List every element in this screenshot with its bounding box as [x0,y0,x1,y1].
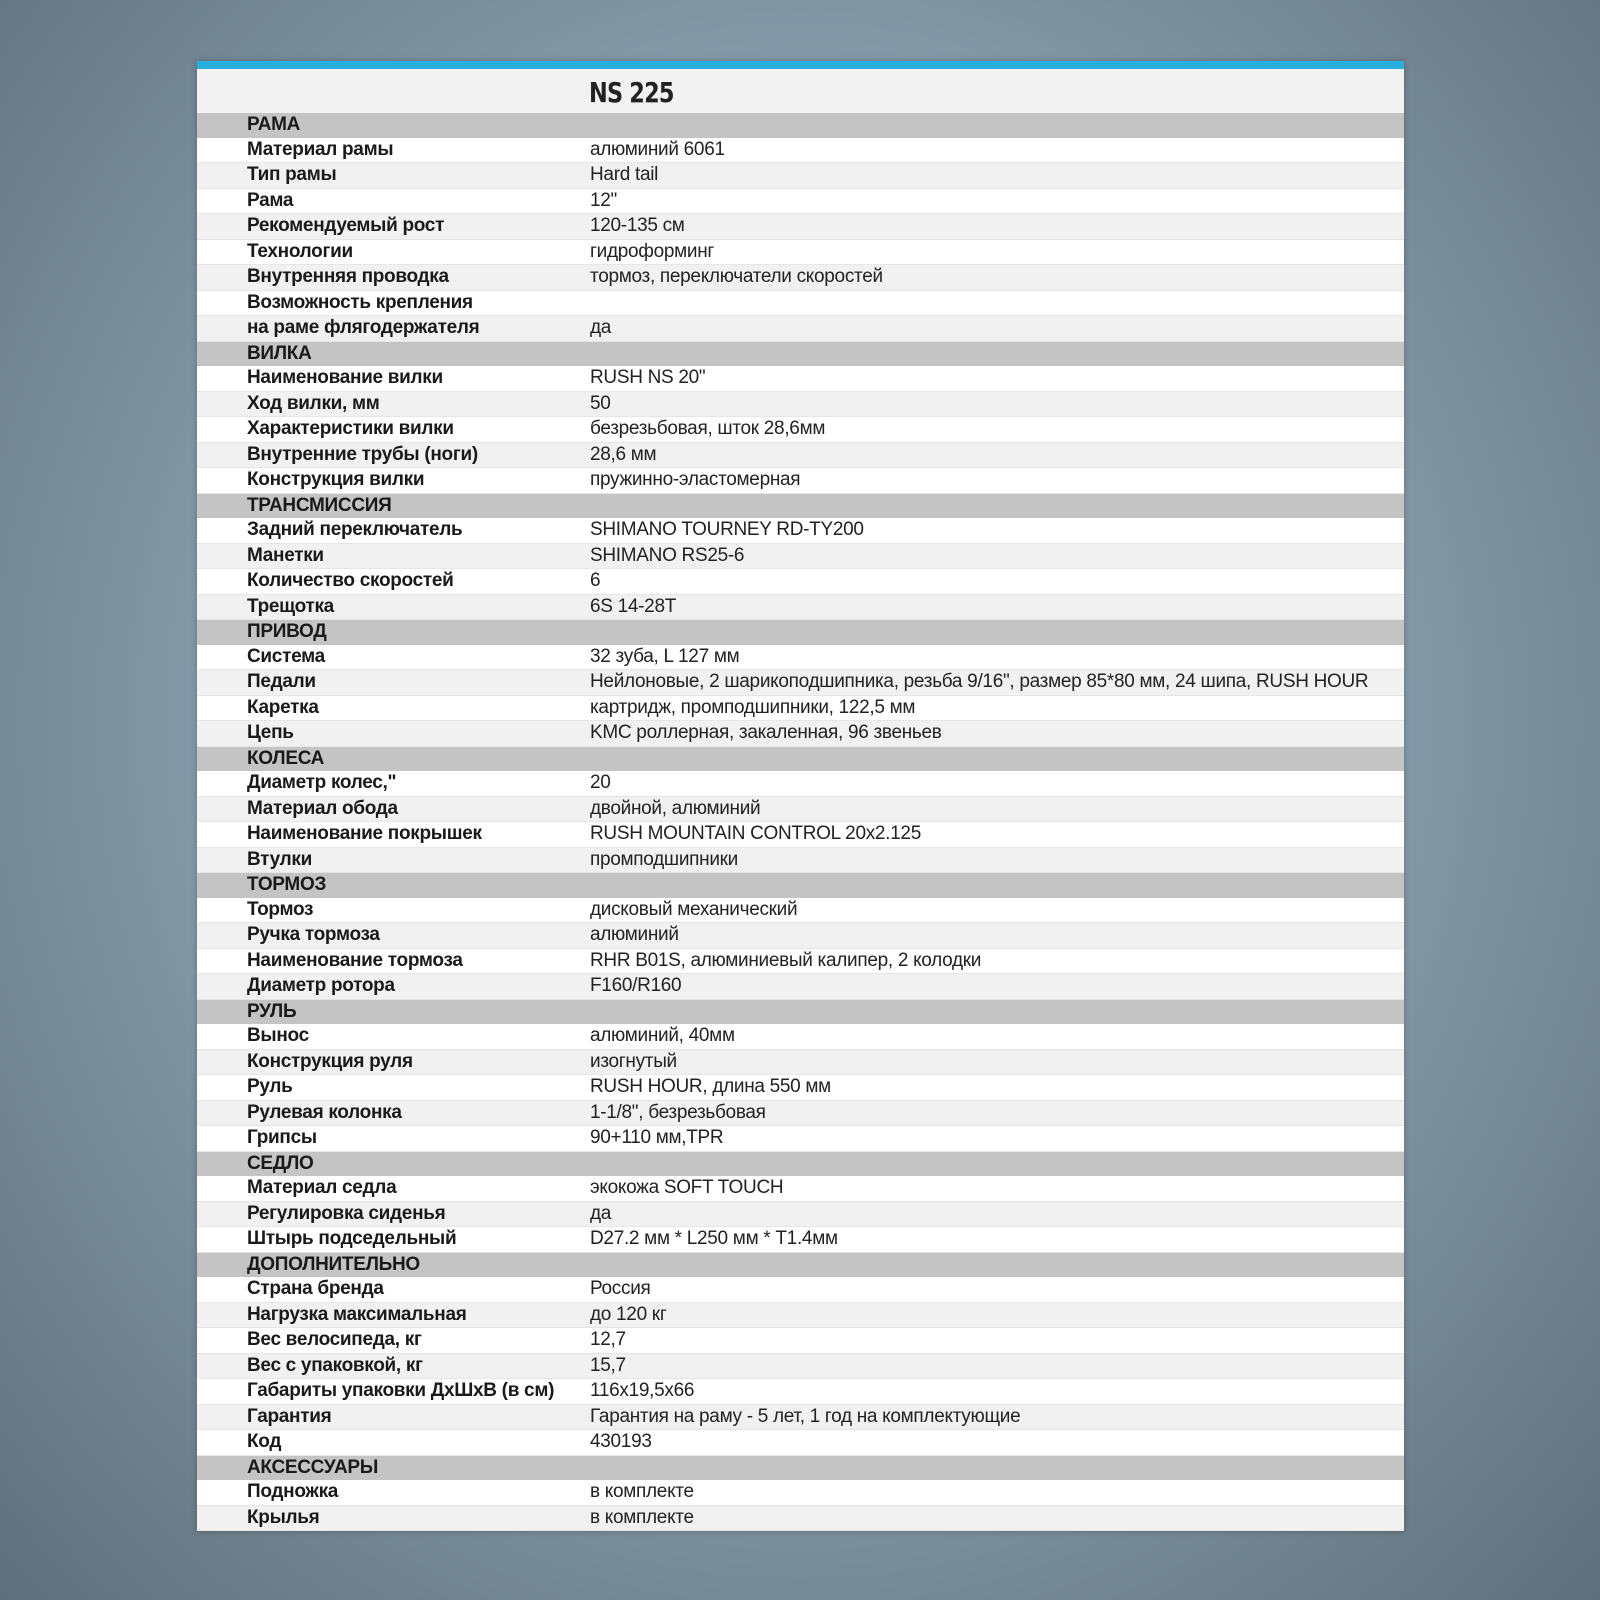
spec-row [197,1277,1404,1303]
section-header [197,1456,1404,1481]
spec-value: двойной, алюминий [590,797,761,819]
spec-value: D27.2 мм * L250 мм * T1.4мм [590,1228,838,1250]
spec-value: да [590,317,612,339]
section-header [197,113,1404,138]
model-title: NS 225 [589,76,674,109]
spec-value: изогнутый [590,1050,677,1072]
section-title: СЕДЛО [247,1152,314,1174]
spec-row [197,214,1404,240]
spec-row [197,974,1404,1000]
spec-label: Втулки [247,848,313,870]
spec-label: Технологии [247,240,353,262]
spec-row [197,848,1404,874]
spec-row [197,138,1404,164]
spec-label: Задний переключатель [247,519,463,541]
spec-value: 116x19,5x66 [590,1380,695,1402]
spec-row [197,1379,1404,1405]
spec-row [197,898,1404,924]
spec-value: SHIMANO RS25-6 [590,544,745,566]
spec-row [197,1176,1404,1202]
spec-row [197,265,1404,291]
spec-label: Диаметр колес," [247,772,397,794]
spec-label: Конструкция руля [247,1050,413,1072]
spec-label: Вынос [247,1025,309,1047]
section-header [197,1000,1404,1025]
spec-value: RUSH HOUR, длина 550 мм [590,1076,831,1098]
spec-row [197,240,1404,266]
spec-row [197,1024,1404,1050]
spec-row [197,696,1404,722]
spec-row [197,670,1404,696]
spec-label: Ход вилки, мм [247,392,380,414]
spec-row [197,518,1404,544]
spec-value: тормоз, переключатели скоростей [590,266,883,288]
spec-value: да [590,1202,612,1224]
spec-label: Рекомендуемый рост [247,215,445,237]
spec-table [197,113,1404,1531]
accent-bar [197,61,1404,69]
spec-value: алюминий 6061 [590,138,725,160]
spec-label: Рама [247,189,294,211]
section-title: РАМА [247,114,301,136]
spec-label: Штырь подседельный [247,1228,457,1250]
spec-label: Характеристики вилки [247,418,454,440]
spec-value: 20 [590,772,611,794]
spec-row [197,417,1404,443]
spec-row [197,1328,1404,1354]
spec-value: 32 зуба, L 127 мм [590,645,740,667]
spec-value: RHR B01S, алюминиевый калипер, 2 колодки [590,949,982,971]
spec-value: в комплекте [590,1481,694,1503]
spec-row [197,771,1404,797]
spec-row [197,316,1404,342]
spec-label: Тип рамы [247,164,337,186]
section-title: КОЛЕСА [247,747,325,769]
spec-label: Тормоз [247,898,314,920]
section-header [197,1253,1404,1278]
spec-label: Материал обода [247,797,398,819]
spec-row [197,189,1404,215]
spec-row [197,1506,1404,1532]
spec-header [197,69,1404,113]
spec-row [197,822,1404,848]
spec-label: Вес с упаковкой, кг [247,1354,423,1376]
spec-label: Нагрузка максимальная [247,1303,467,1325]
spec-label: Наименование тормоза [247,949,463,971]
spec-label: Каретка [247,696,319,718]
spec-label: Педали [247,671,316,693]
section-title: ПРИВОД [247,621,327,643]
spec-row [197,163,1404,189]
spec-label: Страна бренда [247,1278,384,1300]
spec-value: SHIMANO TOURNEY RD-TY200 [590,519,864,541]
spec-value: RUSH MOUNTAIN CONTROL 20x2.125 [590,823,921,845]
spec-row [197,1101,1404,1127]
spec-row [197,392,1404,418]
spec-value: безрезьбовая, шток 28,6мм [590,418,826,440]
spec-label: Манетки [247,544,324,566]
section-header [197,1152,1404,1177]
section-title: АКСЕССУАРЫ [247,1456,379,1478]
section-header [197,342,1404,367]
spec-row [197,443,1404,469]
spec-label: Внутренняя проводка [247,266,449,288]
spec-row [197,595,1404,621]
spec-row [197,291,1404,317]
spec-value: 1-1/8", безрезьбовая [590,1101,766,1123]
spec-value: RUSH NS 20" [590,367,706,389]
spec-value: Hard tail [590,164,659,186]
spec-label: Регулировка сиденья [247,1202,446,1224]
spec-value: алюминий, 40мм [590,1025,735,1047]
spec-label: Ручка тормоза [247,924,380,946]
spec-row [197,468,1404,494]
spec-label: Трещотка [247,595,334,617]
spec-row [197,949,1404,975]
spec-label: Конструкция вилки [247,469,425,491]
spec-row [197,1354,1404,1380]
spec-value: 430193 [590,1431,652,1453]
spec-label: Наименование покрышек [247,823,482,845]
spec-row [197,797,1404,823]
spec-label: Грипсы [247,1127,317,1149]
spec-value: Гарантия на раму - 5 лет, 1 год на комплектующие [590,1405,1021,1427]
section-header [197,620,1404,645]
spec-label: Диаметр ротора [247,975,395,997]
spec-label: Материал рамы [247,138,394,160]
section-title: РУЛЬ [247,1000,297,1022]
spec-row [197,721,1404,747]
section-title: ДОПОЛНИТЕЛЬНО [247,1253,420,1275]
spec-value: дисковый механический [590,898,798,920]
spec-value: 90+110 мм,TPR [590,1127,724,1149]
spec-value: до 120 кг [590,1303,667,1325]
section-title: ТОРМОЗ [247,874,327,896]
spec-row [197,1480,1404,1506]
spec-label: Подножка [247,1481,339,1503]
spec-row [197,569,1404,595]
spec-value: KMC роллерная, закаленная, 96 звеньев [590,722,942,744]
spec-value: в комплекте [590,1506,694,1528]
spec-label: Внутренние трубы (ноги) [247,443,478,465]
spec-value: 6S 14-28T [590,595,677,617]
spec-value: 15,7 [590,1354,626,1376]
spec-value: F160/R160 [590,975,682,997]
spec-label: Наименование вилки [247,367,443,389]
spec-label: Гарантия [247,1405,332,1427]
spec-label: Цепь [247,722,294,744]
spec-value: Россия [590,1278,651,1300]
spec-label: Вес велосипеда, кг [247,1329,422,1351]
section-header [197,747,1404,772]
spec-label: Рулевая колонка [247,1101,402,1123]
spec-value: картридж, промподшипники, 122,5 мм [590,696,916,718]
spec-row [197,544,1404,570]
spec-value: 12,7 [590,1329,626,1351]
spec-label: Код [247,1431,282,1453]
spec-row [197,366,1404,392]
spec-row [197,1075,1404,1101]
spec-value: 50 [590,392,611,414]
spec-label: Габариты упаковки ДхШхВ (в см) [247,1380,555,1402]
spec-value: 120-135 см [590,215,685,237]
spec-row [197,1227,1404,1253]
spec-value: промподшипники [590,848,738,870]
spec-value: гидроформинг [590,240,715,262]
spec-value: Нейлоновые, 2 шарикоподшипника, резьба 9/16", размер 85*80 мм, 24 шипа, RUSH HOUR [590,671,1369,693]
spec-label: Возможность крепления [247,291,473,313]
section-header [197,873,1404,898]
spec-row [197,1405,1404,1431]
spec-sheet [197,61,1404,1531]
spec-label: Руль [247,1076,293,1098]
spec-label: Количество скоростей [247,570,454,592]
spec-value: алюминий [590,924,679,946]
spec-label: на раме флягодержателя [247,317,480,339]
spec-label: Материал седла [247,1177,397,1199]
spec-row [197,1303,1404,1329]
section-title: ВИЛКА [247,342,312,364]
spec-label: Крылья [247,1506,320,1528]
spec-row [197,1430,1404,1456]
spec-row [197,1050,1404,1076]
section-title: ТРАНСМИССИЯ [247,494,392,516]
spec-value: 12" [590,189,617,211]
spec-row [197,923,1404,949]
section-header [197,494,1404,519]
spec-value: экокожа SOFT TOUCH [590,1177,784,1199]
spec-row [197,1126,1404,1152]
spec-label: Система [247,645,325,667]
spec-value: пружинно-эластомерная [590,469,801,491]
spec-value: 6 [590,570,601,592]
spec-value: 28,6 мм [590,443,657,465]
spec-row [197,645,1404,671]
spec-row [197,1202,1404,1228]
